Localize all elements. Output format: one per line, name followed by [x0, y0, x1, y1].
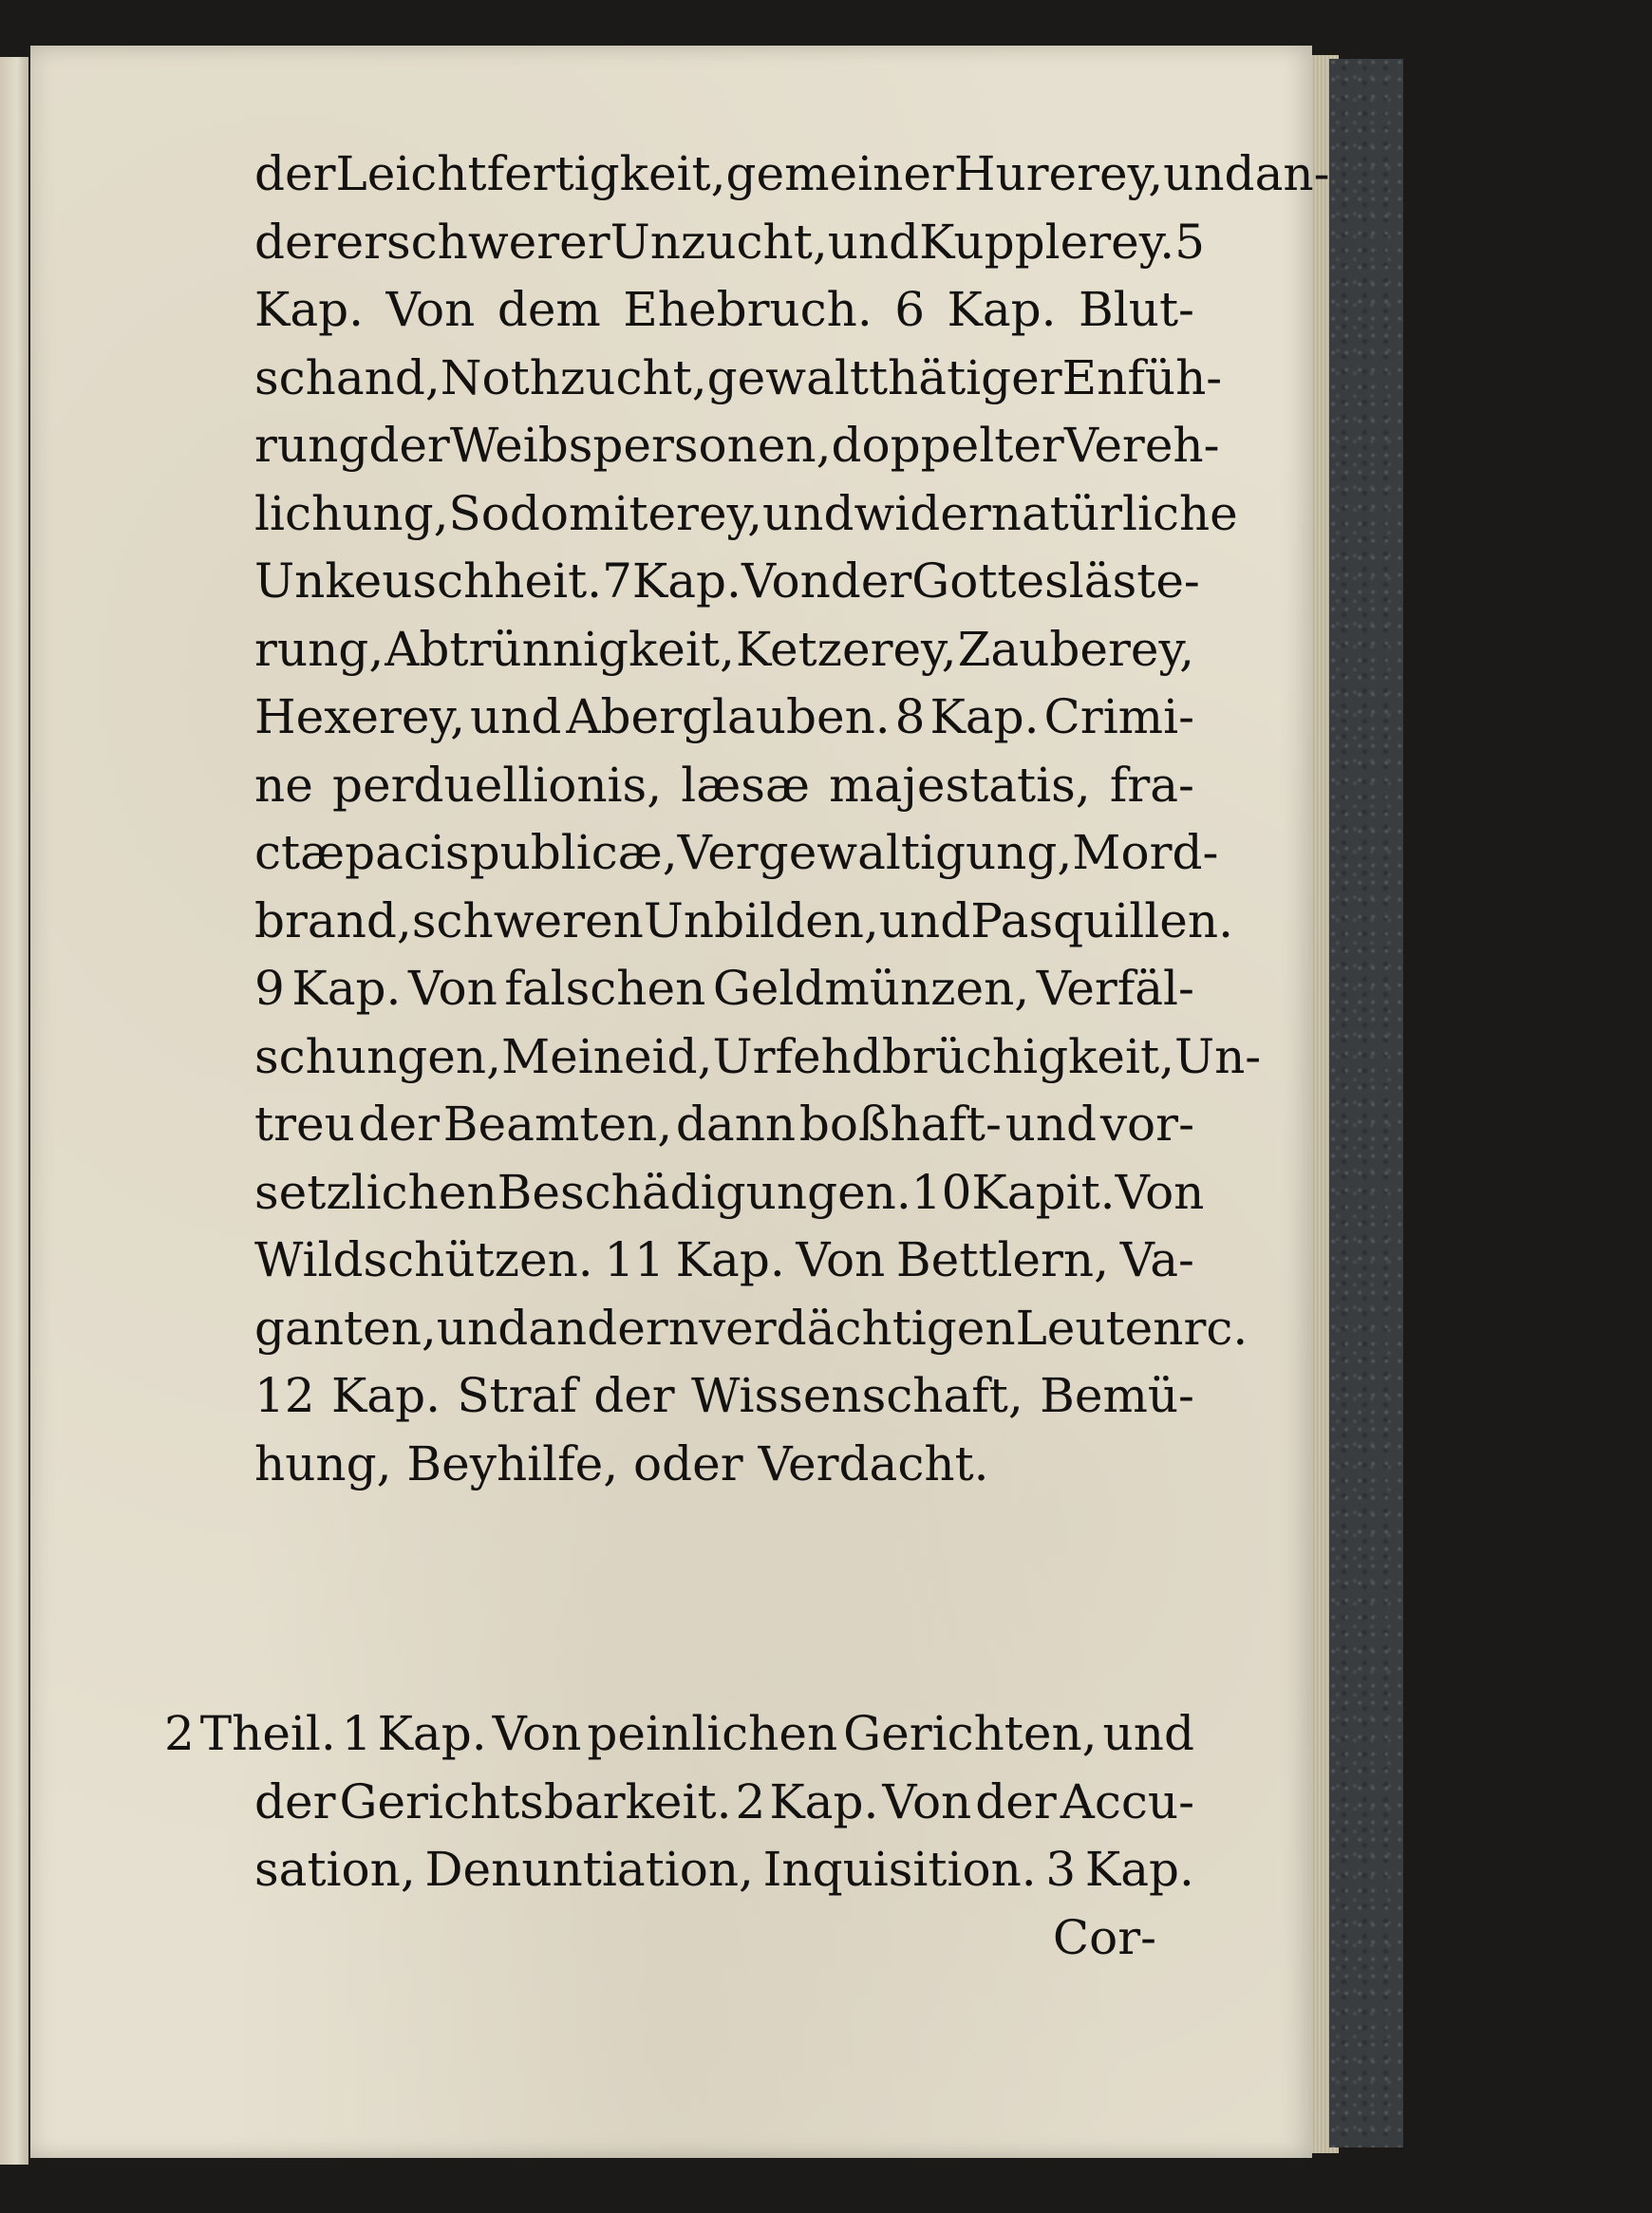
text-line — [254, 616, 1194, 685]
text-line — [164, 1700, 1194, 1769]
word: und — [1163, 146, 1255, 201]
word: Leuten — [1015, 1300, 1184, 1356]
word: widernatürliche — [854, 485, 1238, 541]
text-line — [254, 1836, 1194, 1904]
word: Kapit. — [971, 1164, 1116, 1220]
word: Wildschützen. — [254, 1232, 593, 1287]
word: vor- — [1099, 1097, 1194, 1152]
word: gewaltthätiger — [706, 349, 1062, 405]
word: boßhaft- — [798, 1097, 1002, 1152]
word: Bemü- — [1040, 1368, 1194, 1423]
word: doppelter — [831, 418, 1064, 473]
text-line — [254, 209, 1206, 277]
word: und — [436, 1300, 529, 1356]
word: 6 — [894, 282, 926, 337]
catchword: Cor- — [1052, 1909, 1156, 1965]
word: Von — [492, 1706, 582, 1761]
word: Von — [882, 1773, 972, 1829]
word: pacis — [345, 825, 470, 880]
word: publicæ, — [469, 825, 678, 880]
word: perduellionis, — [331, 757, 663, 813]
text-line — [254, 412, 1220, 480]
word: Gottesläste- — [911, 553, 1200, 609]
word: Enfüh- — [1061, 349, 1223, 405]
word: fra- — [1109, 757, 1194, 813]
word: der — [975, 1773, 1057, 1829]
word: Accu- — [1060, 1773, 1194, 1829]
word: peinlichen — [587, 1706, 838, 1761]
text-line — [254, 345, 1223, 413]
word: 12 — [254, 1368, 315, 1423]
word: Kap. — [929, 689, 1040, 744]
word: Unzucht, — [610, 214, 828, 270]
word: Beschädigungen. — [497, 1164, 911, 1220]
word: rung, — [254, 621, 385, 677]
text-line — [254, 752, 1194, 820]
word: Kap. — [675, 1232, 785, 1287]
word: Va- — [1119, 1232, 1194, 1287]
word: rung — [254, 418, 369, 473]
word: Mord- — [1072, 825, 1219, 880]
word: Kap. — [254, 282, 365, 337]
text-line — [254, 1023, 1262, 1092]
word: und — [469, 689, 562, 744]
word: 8 — [894, 689, 926, 744]
word: und — [878, 892, 971, 948]
text-line — [254, 1227, 1194, 1295]
word: dem — [497, 282, 601, 337]
word: Urfehdbrüchigkeit, — [712, 1028, 1174, 1084]
word: schand, — [254, 349, 441, 405]
book-cover-edge — [1329, 59, 1403, 2147]
word: und — [762, 485, 854, 541]
word: Pasquillen. — [970, 892, 1233, 948]
word: Hurerey, — [953, 146, 1164, 201]
word: sation, — [254, 1842, 416, 1897]
word: Gerichten, — [843, 1706, 1098, 1761]
word: Von — [407, 961, 497, 1016]
word: Von — [741, 553, 831, 609]
paragraph-spacer — [254, 1498, 1194, 1700]
text-line — [254, 480, 1238, 549]
word: an- — [1254, 146, 1330, 201]
word: dann — [675, 1097, 797, 1152]
word: 7 — [602, 553, 632, 609]
word: derer — [254, 214, 386, 270]
word: lichung, — [254, 485, 449, 541]
word: der — [254, 1773, 336, 1829]
word: 1 — [341, 1706, 372, 1761]
word: der — [254, 146, 336, 201]
word: læsæ — [681, 757, 810, 813]
word: ne — [254, 757, 313, 813]
word: Denuntiation, — [424, 1842, 754, 1897]
word: Kap. — [947, 282, 1057, 337]
word: Un- — [1173, 1028, 1262, 1084]
word: Von — [1115, 1164, 1205, 1220]
word: 5 — [1174, 214, 1206, 270]
text-line — [254, 1769, 1194, 1837]
word: der — [830, 553, 912, 609]
paragraph-chapter-list — [254, 141, 1330, 1498]
word: und — [1102, 1706, 1194, 1761]
text-line: hung, Beyhilfe, oder Verdacht. — [254, 1435, 989, 1491]
word: Sodomiterey, — [448, 485, 763, 541]
word: Unkeuschheit. — [254, 553, 603, 609]
word: majestatis, — [829, 757, 1091, 813]
word: und — [1004, 1097, 1098, 1152]
word: 2 — [164, 1706, 195, 1761]
word: der — [593, 1368, 675, 1423]
word: Aberglauben. — [566, 689, 891, 744]
word: Ehebruch. — [623, 282, 873, 337]
word: Meineid, — [500, 1028, 713, 1084]
text-line — [254, 888, 1233, 956]
word: und — [827, 214, 920, 270]
text-line — [254, 1362, 1194, 1431]
word: treu — [254, 1097, 355, 1152]
word: Inquisition. — [762, 1842, 1037, 1897]
word: Bettlern, — [895, 1232, 1110, 1287]
word: Von — [796, 1232, 886, 1287]
word: Vereh- — [1063, 418, 1220, 473]
word: Kap. — [291, 961, 402, 1016]
word: schungen, — [254, 1028, 501, 1084]
word: Hexerey, — [254, 689, 465, 744]
word: Kap. — [769, 1773, 879, 1829]
word: ganten, — [254, 1300, 437, 1356]
word: Vergewaltigung, — [677, 825, 1073, 880]
word: gemeiner — [725, 146, 954, 201]
word: schwerer — [386, 214, 610, 270]
text-line — [254, 1091, 1194, 1159]
text-line — [254, 819, 1219, 888]
word: der — [368, 418, 450, 473]
word: 10 — [910, 1164, 972, 1220]
word: Geldmünzen, — [712, 961, 1030, 1016]
word: Wissenschaft, — [691, 1368, 1023, 1423]
word: brand, — [254, 892, 412, 948]
word: ctæ — [254, 825, 346, 880]
word: Weibspersonen, — [449, 418, 832, 473]
word: schweren — [411, 892, 644, 948]
text-line — [254, 684, 1194, 752]
word: 11 — [604, 1232, 665, 1287]
text-line — [254, 548, 1200, 616]
word: Abtrünnigkeit, — [385, 621, 735, 677]
word: Kap. — [631, 553, 742, 609]
word: Beamten, — [442, 1097, 673, 1152]
text-line — [254, 1295, 1248, 1363]
word: setzlichen — [254, 1164, 497, 1220]
word: Kap. — [330, 1368, 441, 1423]
word: 2 — [735, 1773, 766, 1829]
word: 3 — [1045, 1842, 1077, 1897]
word: Straf — [457, 1368, 577, 1423]
word: Kap. — [377, 1706, 487, 1761]
paragraph-part-two — [164, 1700, 1194, 1972]
word: Nothzucht, — [440, 349, 707, 405]
text-line — [254, 276, 1194, 345]
word: Gerichtsbarkeit. — [339, 1773, 732, 1829]
word: Verfäl- — [1036, 961, 1194, 1016]
word: verdächtigen — [698, 1300, 1016, 1356]
word: Theil. — [199, 1706, 336, 1761]
word: Ketzerey, — [735, 621, 957, 677]
word: Kupplerey. — [919, 214, 1175, 270]
word: der — [358, 1097, 441, 1152]
word: rc. — [1183, 1300, 1248, 1356]
word: Crimi- — [1043, 689, 1194, 744]
word: falschen — [504, 961, 706, 1016]
word: Unbilden, — [643, 892, 879, 948]
word: 9 — [254, 961, 285, 1016]
left-page-edge — [0, 57, 28, 2165]
word: Blut- — [1079, 282, 1194, 337]
page-text — [164, 141, 1330, 1972]
word: Kap. — [1084, 1842, 1194, 1897]
word: andern — [528, 1300, 699, 1356]
word: Zauberey, — [957, 621, 1194, 677]
word: Von — [385, 282, 476, 337]
text-line — [254, 955, 1194, 1023]
text-line — [254, 141, 1330, 209]
text-line — [254, 1159, 1205, 1228]
word: Leichtfertigkeit, — [335, 146, 726, 201]
